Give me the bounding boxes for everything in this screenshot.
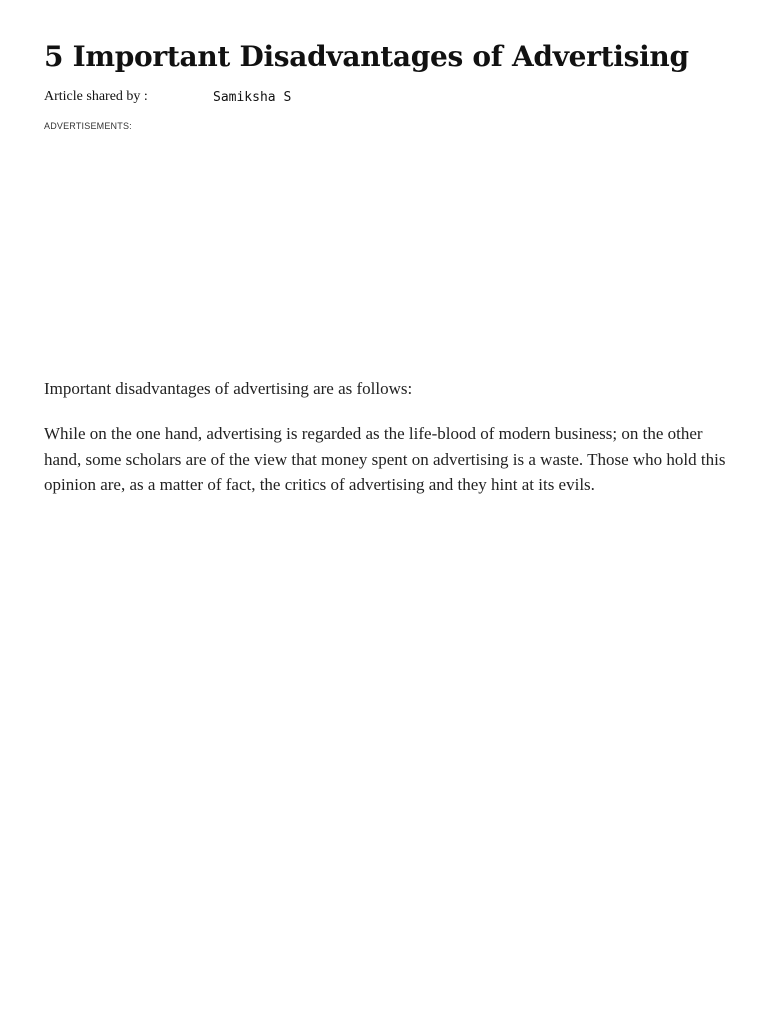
byline: [44, 88, 444, 106]
intro-paragraph: Important disadvantages of advertising are as follows:: [44, 379, 413, 398]
article-title: 5 Important Disadvantages of Advertising: [44, 40, 689, 73]
body-paragraph: While on the one hand, advertising is regarded as the life-blood of modern business; on the other hand, some scholars are of the view that money spent on advertising is a waste. Those who hold this opinion are, as a matter of fact, the critics of advertising and they hint at its evils.: [44, 424, 726, 494]
ad-slot: [44, 138, 724, 358]
advertisements-label: ADVERTISEMENTS:: [44, 121, 132, 131]
byline-label: Article shared by :: [44, 89, 148, 104]
author-name[interactable]: Samiksha S: [213, 90, 292, 105]
